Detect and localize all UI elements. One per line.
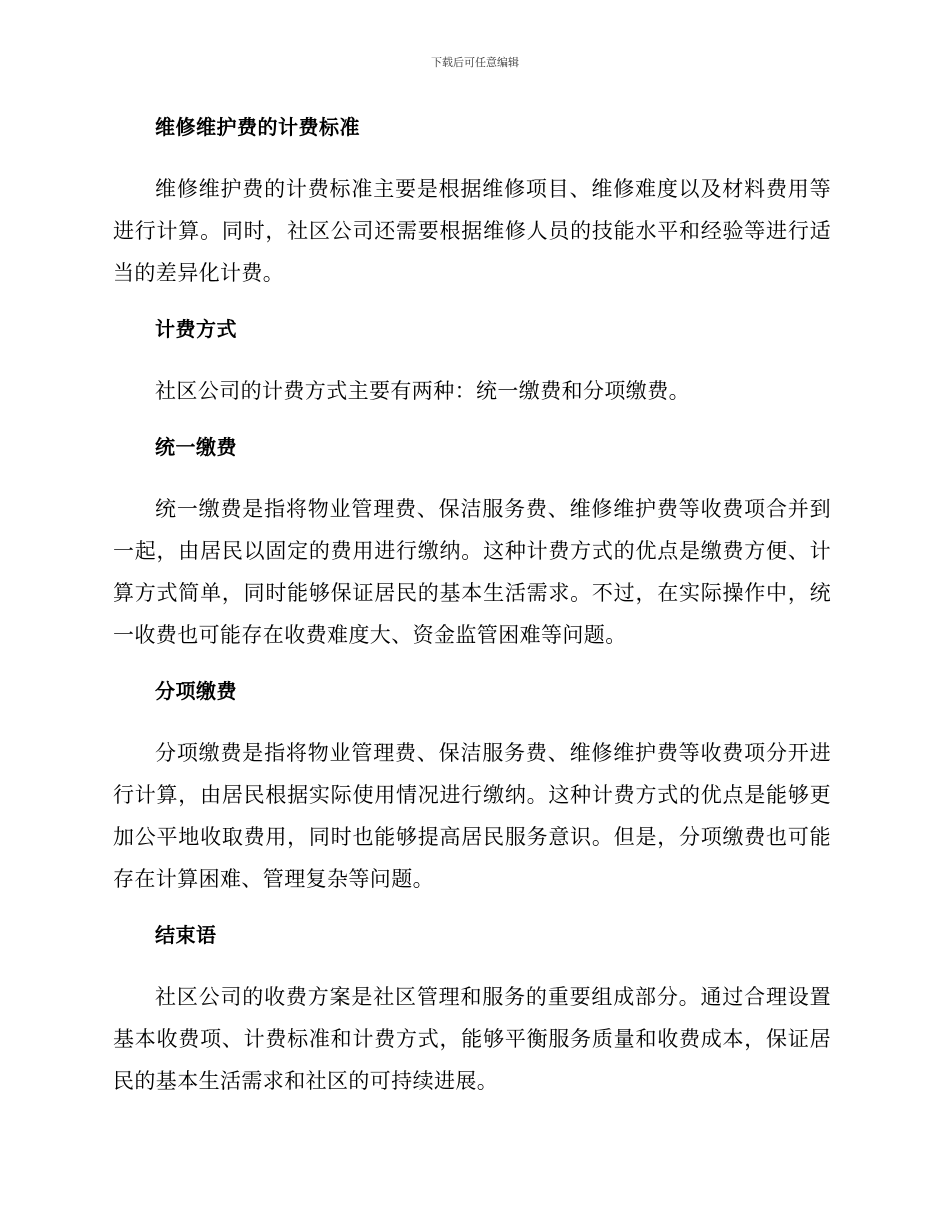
section-heading: 分项缴费 <box>155 679 237 703</box>
section-paragraph: 社区公司的计费方式主要有两种：统一缴费和分项缴费。 <box>155 379 690 403</box>
header-note: 下载后可任意编辑 <box>431 56 519 69</box>
section-heading: 维修维护费的计费标准 <box>155 115 360 139</box>
section-heading: 计费方式 <box>155 317 237 341</box>
section-conclusion <box>113 920 831 1102</box>
section-paragraph: 维修维护费的计费标准主要是根据维修项目、维修难度以及材料费用等进行计算。同时，社区公司还需要根据维修人员的技能水平和经验等进行适当的差异化计费。 <box>113 177 831 285</box>
section-repair-fee-standard <box>113 112 831 294</box>
section-billing-method <box>113 314 831 412</box>
section-paragraph: 统一缴费是指将物业管理费、保洁服务费、维修维护费等收费项合并到一起，由居民以固定的费用进行缴纳。这种计费方式的优点是缴费方便、计算方式简单，同时能够保证居民的基本生活需求。不过，在实际操作中，统一收费也可能存在收费难度大、资金监管困难等问题。 <box>113 497 831 647</box>
section-paragraph: 分项缴费是指将物业管理费、保洁服务费、维修维护费等收费项分开进行计算，由居民根据实际使用情况进行缴纳。这种计费方式的优点是能够更加公平地收取费用，同时也能够提高居民服务意识。但是，分项缴费也可能存在计算困难、管理复杂等问题。 <box>113 741 831 891</box>
section-heading: 统一缴费 <box>155 435 237 459</box>
section-heading: 结束语 <box>155 923 217 947</box>
section-paragraph: 社区公司的收费方案是社区管理和服务的重要组成部分。通过合理设置基本收费项、计费标准和计费方式，能够平衡服务质量和收费成本，保证居民的基本生活需求和社区的可持续进展。 <box>113 985 831 1093</box>
document-body <box>113 112 831 1122</box>
section-unified-payment <box>113 432 831 656</box>
section-itemized-payment <box>113 676 831 900</box>
